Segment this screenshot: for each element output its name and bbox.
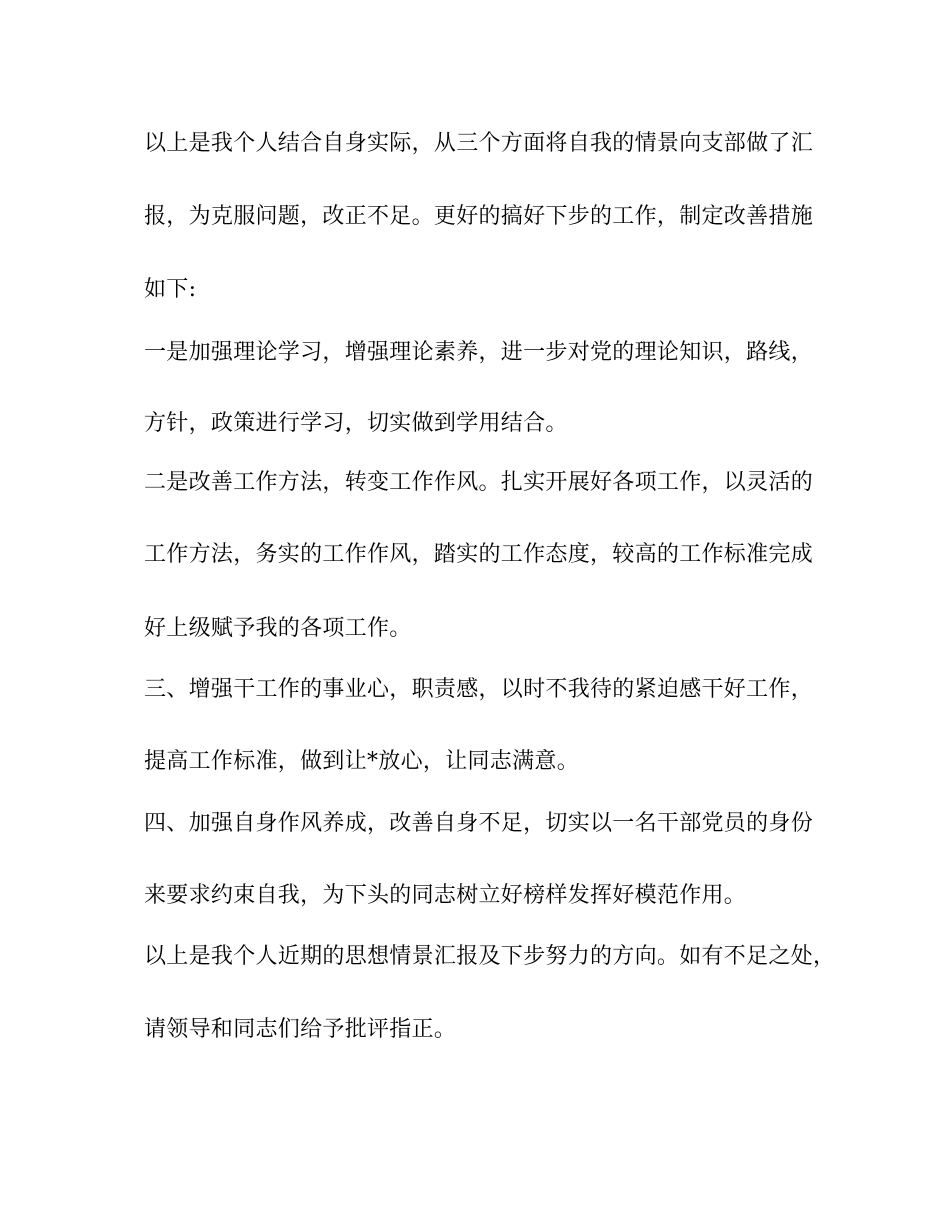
text-line: 如下: xyxy=(144,277,197,302)
text-line: 方针，政策进行学习，切实做到学用结合。 xyxy=(144,411,568,436)
text-line: 四、加强自身作风养成，改善自身不足，切实以一名干部党员的身份 xyxy=(144,811,814,836)
text-line: 以上是我个人结合自身实际，从三个方面将自我的情景向支部做了汇 xyxy=(144,131,814,156)
text-line: 以上是我个人近期的思想情景汇报及下步努力的方向。如有不足之处， xyxy=(144,944,836,969)
text-line: 报，为克服问题，改正不足。更好的搞好下步的工作，制定改善措施 xyxy=(144,204,814,229)
text-line: 工作方法，务实的工作作风，踏实的工作态度，较高的工作标准完成 xyxy=(144,542,814,567)
text-line: 一是加强理论学习，增强理论素养，进一步对党的理论知识，路线， xyxy=(144,340,814,365)
text-line: 来要求约束自我，为下头的同志树立好榜样发挥好模范作用。 xyxy=(144,883,747,908)
text-line: 三、增强干工作的事业心，职责感，以时不我待的紧迫感干好工作， xyxy=(144,677,814,702)
text-line: 好上级赋予我的各项工作。 xyxy=(144,616,412,641)
text-line: 提高工作标准，做到让*放心，让同志满意。 xyxy=(144,749,580,774)
text-line: 二是改善工作方法，转变工作作风。扎实开展好各项工作，以灵活的 xyxy=(144,470,814,495)
text-line: 请领导和同志们给予批评指正。 xyxy=(144,1017,457,1042)
